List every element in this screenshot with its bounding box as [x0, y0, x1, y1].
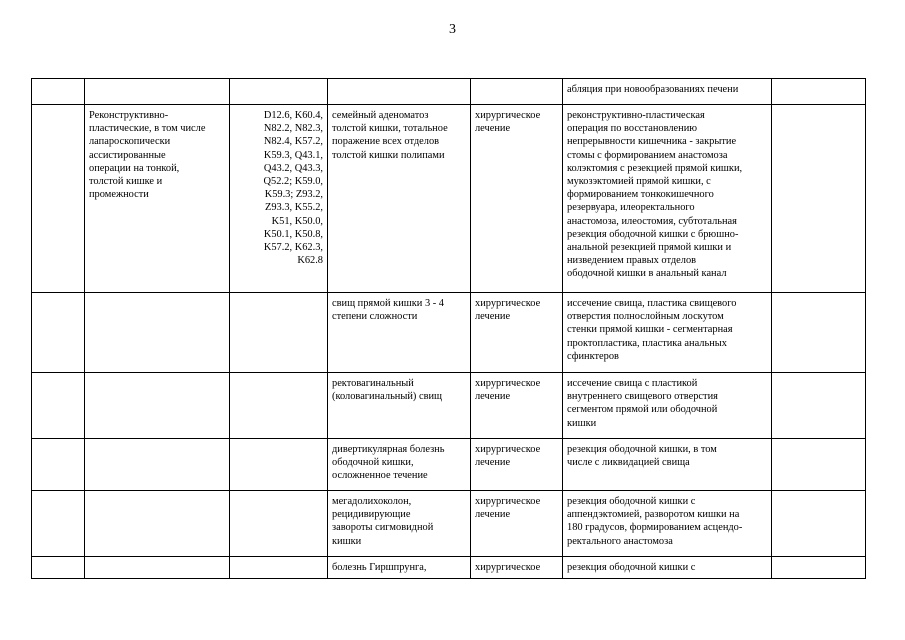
cell-procedure-name [85, 373, 230, 439]
cell-treatment-type: хирургическое лечение [471, 439, 563, 491]
cell-icd-codes [230, 79, 328, 105]
cell-procedure-name: Реконструктивно- пластические, в том числе лапароскопически ассистированные операции на тонкой, толстой кишке и промежности [85, 105, 230, 293]
cell-number [32, 557, 85, 579]
cell-procedure-name [85, 491, 230, 557]
cell-treatment-method: реконструктивно-пластическая операция по восстановлению непрерывности кишечника - закрытие стомы с формированием анастомоза колэктомия с резекцией прямой кишки, мукозэктомией прямой кишки, с формированием тонкокишечного резервуара, илеоректального анастомоза, илеостомия, субтотальная резекция ободочной кишки с брюшно- анальной резекцией прямой кишки и низведением правых отделов ободочной кишки в анальный канал [563, 105, 772, 293]
table-row [32, 79, 866, 105]
cell-procedure-name [85, 439, 230, 491]
cell-cost [772, 439, 866, 491]
table-row [32, 491, 866, 557]
cell-cost [772, 105, 866, 293]
cell-treatment-type: хирургическое [471, 557, 563, 579]
cell-cost [772, 491, 866, 557]
cell-icd-codes [230, 439, 328, 491]
cell-patient-model: мегадолихоколон, рецидивирующие завороты сигмовидной кишки [328, 491, 471, 557]
cell-cost [772, 557, 866, 579]
cell-icd-codes [230, 373, 328, 439]
cell-number [32, 373, 85, 439]
cell-icd-codes [230, 557, 328, 579]
cell-icd-codes [230, 293, 328, 373]
cell-number [32, 293, 85, 373]
cell-cost [772, 373, 866, 439]
cell-treatment-method: резекция ободочной кишки с аппендэктомией, разворотом кишки на 180 градусов, формированием асцендо- ректального анастомоза [563, 491, 772, 557]
cell-treatment-type: хирургическое лечение [471, 373, 563, 439]
cell-number [32, 79, 85, 105]
cell-patient-model: ректовагинальный (коловагинальный) свищ [328, 373, 471, 439]
cell-patient-model: болезнь Гиршпрунга, [328, 557, 471, 579]
cell-patient-model [328, 79, 471, 105]
cell-procedure-name [85, 79, 230, 105]
cell-treatment-method: резекция ободочной кишки с [563, 557, 772, 579]
cell-number [32, 105, 85, 293]
cell-treatment-method: иссечение свища с пластикой внутреннего свищевого отверстия сегментом прямой или ободочной кишки [563, 373, 772, 439]
cell-patient-model: свищ прямой кишки 3 - 4 степени сложности [328, 293, 471, 373]
cell-number [32, 491, 85, 557]
cell-treatment-type [471, 79, 563, 105]
cell-treatment-type: хирургическое лечение [471, 293, 563, 373]
cell-icd-codes: D12.6, K60.4, N82.2, N82.3, N82.4, K57.2, K59.3, Q43.1, Q43.2, Q43.3, Q52.2; K59.0, K59.3; Z93.2, Z93.3, K55.2, K51, K50.0, K50.1, K50.8, K57.2, K62.3, K62.8 [230, 105, 328, 293]
cell-number [32, 439, 85, 491]
table-row [32, 439, 866, 491]
table-row [32, 293, 866, 373]
cell-treatment-type: хирургическое лечение [471, 105, 563, 293]
cell-procedure-name [85, 557, 230, 579]
cell-treatment-method: абляция при новообразованиях печени [563, 79, 772, 105]
table-row [32, 105, 866, 293]
cell-treatment-method: иссечение свища, пластика свищевого отверстия полнослойным лоскутом стенки прямой кишки - сегментарная проктопластика, пластика анальных сфинктеров [563, 293, 772, 373]
cell-procedure-name [85, 293, 230, 373]
cell-patient-model: семейный аденоматоз толстой кишки, тотальное поражение всех отделов толстой кишки полипами [328, 105, 471, 293]
cell-cost [772, 293, 866, 373]
cell-icd-codes [230, 491, 328, 557]
table-row [32, 557, 866, 579]
cell-treatment-method: резекция ободочной кишки, в том числе с ликвидацией свища [563, 439, 772, 491]
cell-treatment-type: хирургическое лечение [471, 491, 563, 557]
document-table [31, 78, 866, 579]
table-row [32, 373, 866, 439]
cell-patient-model: дивертикулярная болезнь ободочной кишки, осложненное течение [328, 439, 471, 491]
cell-cost [772, 79, 866, 105]
page-number: 3 [449, 22, 456, 37]
